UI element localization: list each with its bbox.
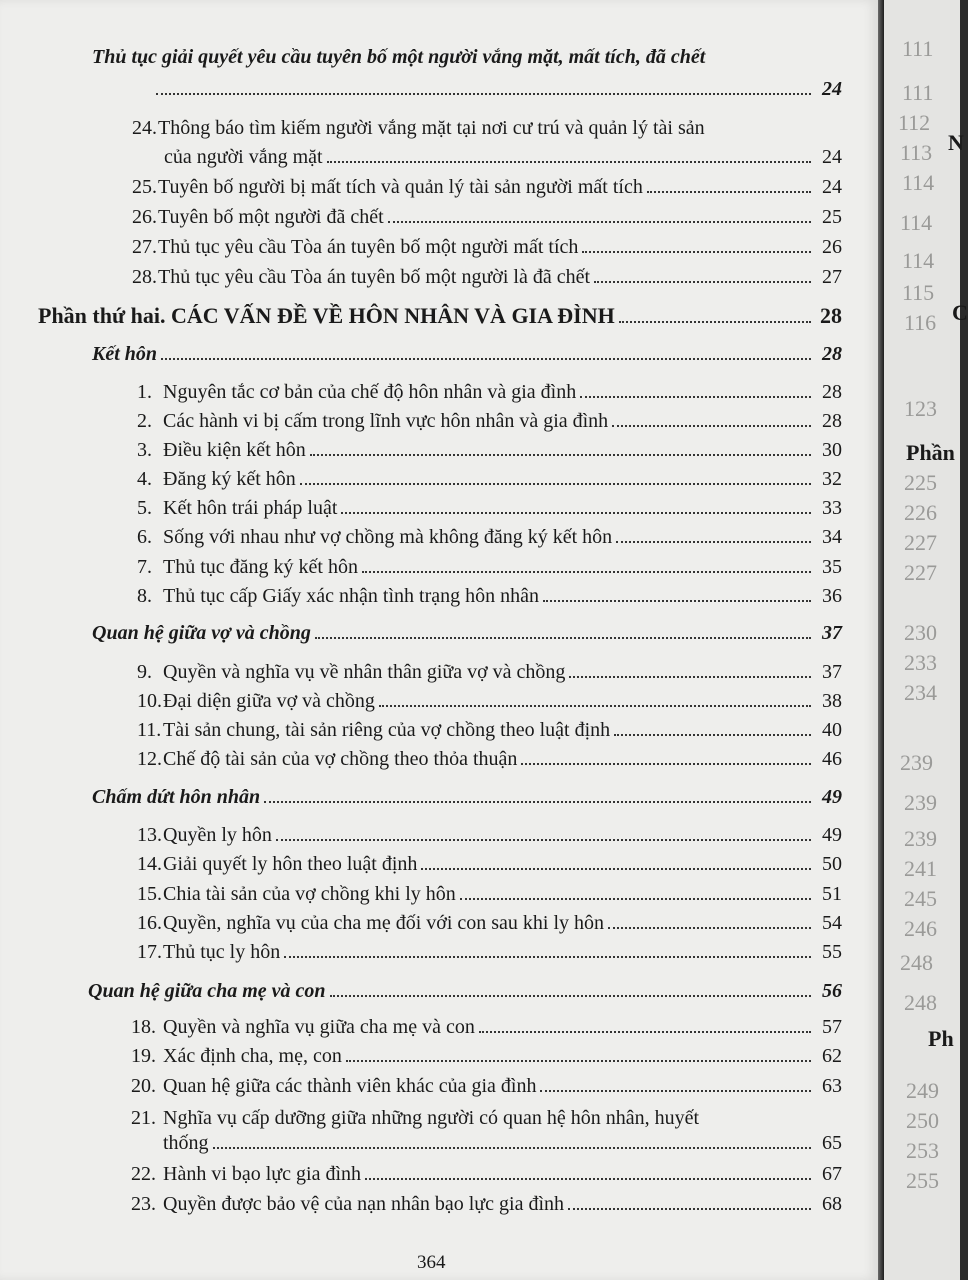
toc-page-number: 37 [822, 661, 842, 683]
toc-entry-text: Hành vi bạo lực gia đình [163, 1163, 362, 1185]
leader-dots [608, 927, 811, 929]
toc-page-number: 62 [822, 1045, 842, 1067]
leader-dots [156, 93, 811, 95]
right-page-number: 253 [906, 1138, 939, 1163]
leader-dots [580, 396, 811, 398]
toc-entry [132, 176, 842, 199]
toc-page-number: 54 [822, 912, 842, 934]
leader-dots [388, 221, 811, 223]
leader-dots [619, 321, 811, 323]
right-page-word: C [952, 300, 968, 325]
toc-section-title: Kết hôn [92, 343, 158, 365]
toc-entry-text: Đại diện giữa vợ và chồng [163, 690, 375, 712]
toc-entry-text: Giải quyết ly hôn theo luật định [163, 853, 418, 875]
leader-dots [284, 956, 811, 958]
right-page-number: 113 [900, 140, 933, 165]
leader-dots [276, 839, 811, 841]
toc-entry-number: 10. [137, 690, 162, 712]
toc-page-number: 40 [822, 719, 842, 741]
leader-dots [521, 763, 811, 765]
toc-entry-text: Quyền, nghĩa vụ của cha mẹ đối với con sau khi ly hôn [163, 912, 605, 934]
right-page-number: 255 [906, 1168, 939, 1193]
right-page-number: 246 [904, 916, 937, 941]
leader-dots [460, 898, 811, 900]
toc-entry [131, 1193, 842, 1216]
toc-entry-number: 3. [137, 439, 152, 461]
right-page-number: 241 [904, 856, 937, 881]
toc-entry-number: 28. [132, 266, 157, 288]
leader-dots [594, 281, 811, 283]
toc-entry [137, 410, 842, 433]
leader-dots [341, 512, 811, 514]
toc-page-number: 65 [822, 1132, 842, 1154]
toc-entry-number: 5. [137, 497, 152, 519]
toc-entry-text: của người vắng mặt [164, 146, 323, 168]
right-page-number: 226 [904, 500, 937, 525]
toc-entry [137, 853, 842, 876]
leader-dots [647, 191, 811, 193]
right-page-number: 123 [904, 396, 937, 421]
toc-entry [137, 661, 842, 684]
toc-entry-continuation [164, 146, 842, 169]
toc-section-heading [92, 46, 842, 69]
right-page-number: 114 [902, 170, 935, 195]
toc-entry-text: Kết hôn trái pháp luật [163, 497, 338, 519]
leader-dots [346, 1060, 811, 1062]
toc-section-heading [88, 980, 842, 1003]
toc-entry-number: 27. [132, 236, 157, 258]
toc-page-number: 24 [822, 78, 842, 100]
right-page-number: 239 [904, 790, 937, 815]
toc-page-number: 27 [822, 266, 842, 288]
toc-section-heading [92, 343, 842, 366]
toc-page-number: 24 [822, 146, 842, 168]
toc-entry [137, 883, 842, 906]
right-page-number: 114 [900, 210, 933, 235]
right-page-number: 248 [904, 990, 937, 1015]
toc-entry-number: 12. [137, 748, 162, 770]
toc-entry-number: 6. [137, 526, 152, 548]
toc-page-number: 68 [822, 1193, 842, 1215]
toc-entry-number: 23. [131, 1193, 156, 1215]
toc-section-title: Thủ tục giải quyết yêu cầu tuyên bố một người vắng mặt, mất tích, đã chết [92, 46, 706, 68]
leader-dots [616, 541, 811, 543]
toc-section-page-row [152, 78, 842, 101]
toc-entry-number: 21. [131, 1107, 156, 1129]
toc-entry [137, 381, 842, 404]
toc-entry-text: Tuyên bố người bị mất tích và quản lý tài sản người mất tích [158, 176, 643, 198]
right-page-number: 116 [904, 310, 937, 335]
toc-entry-number: 18. [131, 1016, 156, 1038]
toc-page-number: 24 [822, 176, 842, 198]
leader-dots [421, 868, 811, 870]
toc-entry-number: 24. [132, 117, 157, 139]
right-page-number: 111 [902, 80, 934, 105]
toc-entry-continuation [163, 1132, 842, 1155]
toc-entry [131, 1075, 842, 1098]
right-page-number: 249 [906, 1078, 939, 1103]
toc-entry-number: 16. [137, 912, 162, 934]
leader-dots [213, 1147, 811, 1149]
toc-entry-text: Thủ tục cấp Giấy xác nhận tình trạng hôn nhân [163, 585, 539, 607]
toc-entry [137, 556, 842, 579]
leader-dots [315, 637, 811, 639]
toc-entry-text: Quyền và nghĩa vụ giữa cha mẹ và con [163, 1016, 475, 1038]
toc-section-heading [92, 786, 842, 809]
leader-dots [582, 251, 811, 253]
right-book-page [884, 0, 968, 1280]
toc-entry [131, 1016, 842, 1039]
right-page-number: 111 [902, 36, 934, 61]
right-page-number: 114 [902, 248, 935, 273]
leader-dots [569, 676, 811, 678]
toc-entry-number: 1. [137, 381, 152, 403]
right-page-number: 227 [904, 530, 937, 555]
toc-section-title: Quan hệ giữa cha mẹ và con [88, 980, 326, 1002]
toc-entry [137, 748, 842, 771]
toc-entry-number: 22. [131, 1163, 156, 1185]
toc-entry-number: 20. [131, 1075, 156, 1097]
right-page-number: 233 [904, 650, 937, 675]
leader-dots [300, 483, 811, 485]
toc-entry-text: Sống với nhau như vợ chồng mà không đăng ký kết hôn [163, 526, 613, 548]
toc-entry [132, 117, 842, 140]
toc-entry-number: 8. [137, 585, 152, 607]
toc-entry-text: Nguyên tắc cơ bản của chế độ hôn nhân và gia đình [163, 381, 577, 403]
toc-entry-number: 19. [131, 1045, 156, 1067]
toc-entry [132, 236, 842, 259]
toc-entry-text: Tuyên bố một người đã chết [158, 206, 384, 228]
leader-dots [362, 571, 811, 573]
toc-entry [137, 690, 842, 713]
toc-entry-text: Đăng ký kết hôn [163, 468, 296, 490]
toc-entry-number: 14. [137, 853, 162, 875]
toc-entry [137, 719, 842, 742]
leader-dots [379, 705, 811, 707]
toc-page-number: 57 [822, 1016, 842, 1038]
toc-entry [132, 206, 842, 229]
right-page-word: Ph [928, 1026, 954, 1051]
toc-entry [131, 1107, 842, 1130]
toc-entry-text: Tài sản chung, tài sản riêng của vợ chồng theo luật định [163, 719, 611, 741]
right-page-word: N [948, 130, 964, 155]
toc-entry-number: 13. [137, 824, 162, 846]
toc-entry [137, 497, 842, 520]
leader-dots [327, 161, 811, 163]
toc-page-number: 50 [822, 853, 842, 875]
toc-entry-number: 25. [132, 176, 157, 198]
toc-page-number: 35 [822, 556, 842, 578]
leader-dots [330, 995, 811, 997]
leader-dots [264, 801, 811, 803]
toc-page-number: 49 [822, 786, 842, 808]
toc-page-number: 33 [822, 497, 842, 519]
toc-entry-text: Xác định cha, mẹ, con [163, 1045, 342, 1067]
toc-entry-number: 9. [137, 661, 152, 683]
toc-entry-text: Quyền được bảo vệ của nạn nhân bạo lực gia đình [163, 1193, 565, 1215]
toc-entry-text: thống [163, 1132, 209, 1154]
leader-dots [614, 734, 811, 736]
toc-entry [131, 1163, 842, 1186]
toc-page-number: 63 [822, 1075, 842, 1097]
toc-page-number: 36 [822, 585, 842, 607]
right-page-number: 115 [902, 280, 935, 305]
toc-entry [137, 526, 842, 549]
toc-page-number: 46 [822, 748, 842, 770]
toc-entry-text: Chế độ tài sản của vợ chồng theo thỏa thuận [163, 748, 518, 770]
right-page-number: 250 [906, 1108, 939, 1133]
leader-dots [310, 454, 811, 456]
right-page-number: 248 [900, 950, 933, 975]
toc-entry [137, 824, 842, 847]
right-page-number: 239 [900, 750, 933, 775]
toc-page-number: 32 [822, 468, 842, 490]
leader-dots [543, 600, 811, 602]
toc-page-number: 67 [822, 1163, 842, 1185]
toc-entry-number: 2. [137, 410, 152, 432]
toc-entry [137, 468, 842, 491]
toc-entry-number: 7. [137, 556, 152, 578]
toc-entry-number: 4. [137, 468, 152, 490]
toc-entry-number: 17. [137, 941, 162, 963]
toc-section-title: Quan hệ giữa vợ và chồng [92, 622, 311, 644]
right-page-number: 112 [898, 110, 931, 135]
toc-entry [137, 439, 842, 462]
toc-entry-number: 11. [137, 719, 162, 741]
toc-entry-text: Quyền ly hôn [163, 824, 272, 846]
toc-page-number: 26 [822, 236, 842, 258]
toc-entry-text: Thủ tục ly hôn [163, 941, 281, 963]
leader-dots [479, 1031, 811, 1033]
toc-entry [137, 585, 842, 608]
toc-entry-text: Thủ tục yêu cầu Tòa án tuyên bố một người mất tích [158, 236, 579, 258]
right-page-number: 225 [904, 470, 937, 495]
toc-page-number: 34 [822, 526, 842, 548]
toc-page-number: 49 [822, 824, 842, 846]
leader-dots [568, 1208, 811, 1210]
toc-page-number: 38 [822, 690, 842, 712]
leader-dots [612, 425, 811, 427]
toc-entry [132, 266, 842, 289]
toc-entry-number: 26. [132, 206, 157, 228]
toc-entry [131, 1045, 842, 1068]
toc-page-number: 25 [822, 206, 842, 228]
right-page-number: 245 [904, 886, 937, 911]
toc-section-heading [92, 622, 842, 645]
right-page-number: 227 [904, 560, 937, 585]
toc-part-heading [38, 303, 842, 329]
leader-dots [161, 358, 811, 360]
leader-dots [540, 1090, 811, 1092]
page-number: 364 [417, 1252, 446, 1273]
right-page-number: 230 [904, 620, 937, 645]
toc-page-number: 30 [822, 439, 842, 461]
toc-entry-text: Thông báo tìm kiếm người vắng mặt tại nơi cư trú và quản lý tài sản [158, 117, 705, 139]
toc-entry-text: Thủ tục đăng ký kết hôn [163, 556, 358, 578]
toc-entry-text: Các hành vi bị cấm trong lĩnh vực hôn nhân và gia đình [163, 410, 609, 432]
toc-entry-text: Chia tài sản của vợ chồng khi ly hôn [163, 883, 456, 905]
toc-page-number: 51 [822, 883, 842, 905]
toc-page-number: 56 [822, 980, 842, 1002]
right-page-number: 234 [904, 680, 937, 705]
toc-entry-text: Quyền và nghĩa vụ về nhân thân giữa vợ và chồng [163, 661, 566, 683]
toc-entry-text: Quan hệ giữa các thành viên khác của gia đình [163, 1075, 537, 1097]
right-page-number: 239 [904, 826, 937, 851]
right-page-word: Phần [906, 440, 955, 465]
toc-entry-number: 15. [137, 883, 162, 905]
toc-entry [137, 941, 842, 964]
toc-page-number: 28 [822, 343, 842, 365]
toc-page-number: 28 [820, 303, 842, 328]
toc-entry-text: Điều kiện kết hôn [163, 439, 306, 461]
toc-page-number: 28 [822, 381, 842, 403]
toc-section-title: Chấm dứt hôn nhân [92, 786, 261, 808]
toc-page-number: 55 [822, 941, 842, 963]
toc-part-title: Phần thứ hai. CÁC VẤN ĐỀ VỀ HÔN NHÂN VÀ GIA ĐÌNH [38, 303, 615, 328]
toc-entry-text: Nghĩa vụ cấp dưỡng giữa những người có quan hệ hôn nhân, huyết [163, 1107, 700, 1129]
leader-dots [365, 1178, 811, 1180]
toc-entry [137, 912, 842, 935]
toc-page-number: 37 [822, 622, 842, 644]
toc-page-number: 28 [822, 410, 842, 432]
toc-entry-text: Thủ tục yêu cầu Tòa án tuyên bố một người là đã chết [158, 266, 591, 288]
